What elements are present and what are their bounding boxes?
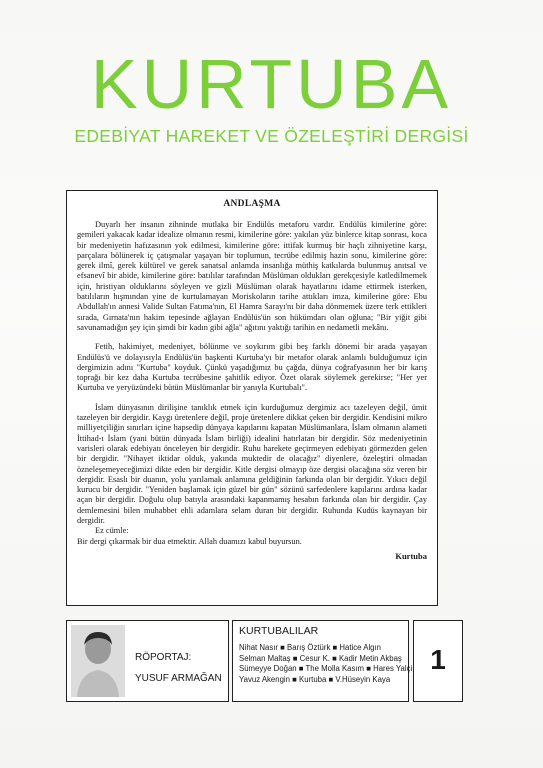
contributors-line: Yavuz Akengin ■ Kurtuba ■ V.Hüseyin Kaya <box>239 674 391 684</box>
interviewee-name: YUSUF ARMAĞAN <box>135 673 222 684</box>
article-paragraph: Duyarlı her insanın zihninde mutlaka bir Endülüs metaforu vardır. Endülüs kimilerine göre: gemileri yakacak kadar idealize olmanın resmi, kimilerine göre: yakılan yüz binlerce kitap sonrası, koca bir medeniyetin hafızasının yok edilmesi, kimilerine göre: ittifak kurmuş bir haçlı zihniyetine karşı, parçalara bölünerek iç çatışmalar yaşayan bir toplumun, tecrübe edilmiş hazin sonu, kimilerine göre: gerek ilmî, gerek kültürel ve gerek sanatsal anlamda insanlığa müthiş katkılarda bulunmuş anıtsal ve efsanevî bir abide, kimilerine göre: batılılar tarafından Müslüman oldukları gerekçesiyle katledilmemek için, hristiyan olduklarını söyleyen ve gizli Müslüman olarak hayatlarını idame ettirmek isterken, batılıların hışmından yine de kurtulamayan Moriskoların tarihe attıkları imza, kimilerine göre: Ebu Abdullah'ın annesi Valide Sultan Fatıma'nın, El Hamra Sarayı'nı bir daha dönmemek üzere terk ettikleri sırada, Gırnata'nın hakim tepesinde ağlayan Endülüs'ün son hükümdarı olan oğluna; "Bir yiğit gibi savunamadığın şey için şimdi bir kadın gibi ağla" ağıtını yaktığı tarihin en nedametli mekânı. <box>77 220 427 332</box>
article-signature: Kurtuba <box>395 550 427 561</box>
masthead-subtitle: EDEBİYAT HAREKET VE ÖZELEŞTİRİ DERGİSİ <box>74 126 469 146</box>
article-title: ANDLAŞMA <box>223 199 281 209</box>
contributors-line: Selman Maltaş ■ Cesur K. ■ Kadir Metin Akbaş <box>239 653 402 663</box>
editorial-box <box>66 190 438 606</box>
article-body <box>77 220 427 547</box>
interview-box[interactable] <box>66 620 229 702</box>
article-paragraph: Fetih, hakimiyet, medeniyet, bölünme ve soykırım gibi beş farklı dönemi bir arada yaşayan Endülüs'ü ve dolayısıyla Endülüs'ün başkenti Kurtuba'yı bir metafor olarak anlamlı bulduğumuz için dergimizin adını "Kurtuba" koyduk. Çünkü yaşadığımız bu çağda, dünya coğrafyasının her bir karış toprağı bir kez daha Kurtuba tecrübesine şahitlik ediyor. Özet olarak söylemek gerekirse; "Her yer Kurtuba ve yeryüzündeki bütün Müslümanlar bir yanıyla Kurtubalı". <box>77 342 427 393</box>
masthead-title: KURTUBA <box>90 45 453 123</box>
contributors-line: Nihat Nasır ■ Barış Öztürk ■ Hatice Algın <box>239 643 382 652</box>
contributors-box <box>232 620 413 702</box>
issue-number-box <box>413 620 463 702</box>
contributors-header: KURTUBALILAR <box>239 625 319 637</box>
article-paragraph: İslam dünyasının dirilişine tanıklık etmek için kurduğumuz dergimiz acı tazeleyen değil, ümit tazeleyen bir dergidir. Kaygı üretenlere değil, proje üretenlere dikkat çeken bir dergidir. Kendisini mikro milliyetçiliğin sınırları içine hapsedip dünyaya kapılarını kapatan Müslümanlara, İslam olmanın alameti İttihad-ı İslam (yani bütün dünyada İslam birliği) idealini hatırlatan bir dergidir. Söz medeniyetinin varisleri olarak edebiyatı önceleyen bir dergidir. Ruhu harekete geçirmeyen edebiyatı görmezden gelen bir dergidir. "Nihayet iktidar olduk, yakında muktedir de olacağız" diyenlere, özeleştiri olmadan özneleşemeyeceğimizi dikte eden bir dergidir. Kitle dergisi olmayıp öze dergisi olacağına söz veren bir dergidir. Esaslı bir duanın, yolu yarılamak anlamına geldiğinin farkında olan bir dergidir. Yıkıcı değil kurucu bir dergidir. "Yeniden başlamak için güzel bir gün" sözünü sarfedenlere kapılarını ardına kadar açan bir dergidir. Doğulu olup batıyla arasındaki kapanmamış hesabın farkında olan bir dergidir. Çay demlemesini bilen muhabbet ehli adamlara selam duran bir dergidir. Ruhunda Kudüs kaynayan bir dergidir. <box>77 402 427 526</box>
interviewee-portrait <box>71 625 125 697</box>
article-closing-line: Bir dergi çıkarmak bir dua etmektir. Allah duamızı kabul buyursun. <box>77 536 302 546</box>
issue-number: 1 <box>430 644 446 675</box>
contributors-line: Sümeyye Doğan ■ The Molla Kasım ■ Hares Yalçi <box>239 664 413 673</box>
interview-label: RÖPORTAJ: <box>135 652 192 663</box>
article-closing-line: Ez cümle: <box>95 526 129 536</box>
portrait-photo-icon <box>71 625 125 697</box>
